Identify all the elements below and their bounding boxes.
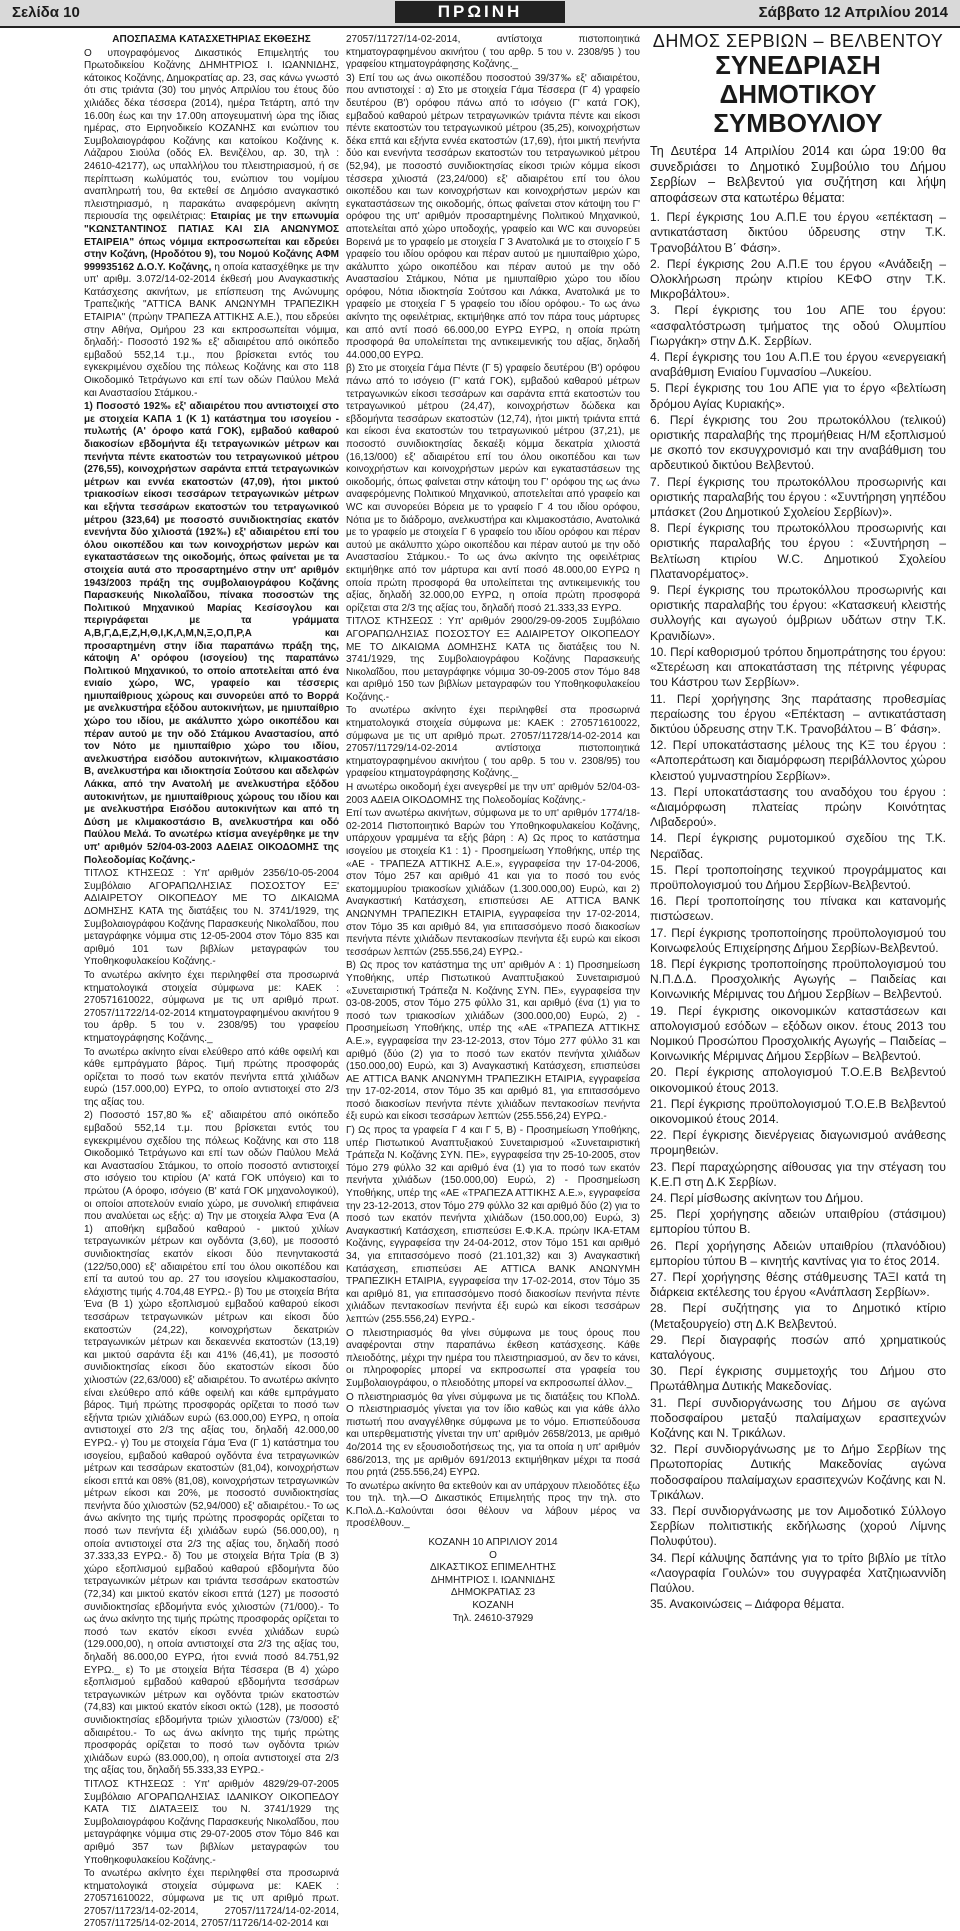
agenda-item: 3. Περί έγκρισης του 1ου ΑΠΕ του έργου: «ασφαλτόστρωση τμήματος της οδού Ολυμπίου Γιωργάκη» στην Δ.Κ. Σερβίων. bbox=[650, 303, 946, 348]
agenda-item: 34. Περί κάλυψης δαπάνης για το τρίτο βιβλίο με τίτλο «Λαογραφία Γουλών» του συγγραφέα Χατζηιωαννίδη Παύλου. bbox=[650, 1550, 946, 1596]
paragraph: Ο πλειστηριασμός θα γίνει σύμφωνα με τους όρους που αναφέρονται στην παραπάνω έκθεση κατάσχεσης. Κάθε πλειοδότης, μέχρι την ημέρα του πλειστηριασμού, αν δεν το κάνει, οι πληροφορίες μπορεί να εκπροσωπεί στα γραφεία του Συμβολαιογράφου, ο πλειοδότης μπορεί να εκπροσωπεί άλλον._ bbox=[346, 1327, 640, 1389]
paragraph: ΤΙΤΛΟΣ ΚΤΗΣΕΩΣ : Υπ' αριθμόν 4829/29-07-2005 Συμβόλαιο ΑΓΟΡΑΠΩΛΗΣΙΑΣ ΙΔΑΝΙΚΟΥ ΟΙΚΟΠΕΔΟΥ ΚΑΤΑ ΤΙΣ ΔΙΑΤΑΞΕΙΣ του Ν. 3741/1929 της Συμβολαιογράφου Κοζάνης Παρασκευής Νικολαΐδου, που μεταγράφηκε νόμιμα στις 29-07-2005 στον Τόμο 846 και αριθμό 357 των βιβλίων μεταγραφών του Υποθηκοφυλακείου Κοζάνης.- bbox=[84, 1778, 339, 1866]
agenda-item: 1. Περί έγκρισης 1ου Α.Π.Ε του έργου «επέκταση – αντικατάσταση δικτύου ύδρευσης στην Τ.Κ. Τρανοβάλτου Β΄ Φάση». bbox=[650, 210, 946, 255]
agenda-item: 10. Περί καθορισμού τρόπου δημοπράτησης του έργου: «Στερέωση και αποκατάσταση της πέτρινης γέφυρας του Κάστρου των Σερβίων». bbox=[650, 644, 946, 690]
paragraph: β) Στο με στοιχεία Γάμα Πέντε (Γ 5) γραφείο δευτέρου (Β') ορόφου πάνω από το ισόγειο (Γ' κατά ΓΟΚ), εμβαδού καθαρού μέτρων τετραγωνικών είκοσι τεσσάρων και σαράντα επτά εκατοστών του τετραγωνικού μέτρου (24,47), κοινοχρήστων δώδεκα και εβδομήντα τεσσάρων εκατοστών (12,74), ήτοι μικτή τριάντα επτά και είκοσι ένα εκατοστών του τετραγωνικού μέτρου (37,21), με ποσοστό συνιδιοκτησίας δεκαέξι κόμμα δεκατρία χιλιοστά (16,13/000) εξ' αδιαιρέτου επί του όλου οικοπέδου και των κοινοχρήστων και κοινοχρήστων μερών και εγκαταστάσεων της οικοδομής, όπως φαίνεται στην κάτοψη του Γ' ορόφου της ως άνω αναφερόμενης Πολιτικού Μηχανικού, αποτελείται από γραφείο και WC και συνορεύει Βόρεια με το γραφείο Γ 4 του ιδίου ορόφου, Νότια με το διάδρομο, ανελκυστήρα και κλιμακοστάσιο, Ανατολικά με το γραφείο με στοιχεία Γ 6 γραφείο του ιδίου ορόφου και πέραν αυτού με ακάλυπτο χώρο οικοπέδου και πέραν αυτού με την οδό Αναστασίου Στάμκου.- Το ως άνω ακίνητο της οφειλέτριας εκτιμήθηκε από τον μάρτυρα και αντί ποσό 48.000,00 ΕΥΡΩ η οποία πρώτη προσφορά θα υπολείπεται της αντικειμενικής του αξίας, δηλαδή 32.000,00 ΕΥΡΩ, η οποία πρώτη προσφορά ορίζεται στα 2/3 της αξίας του, δηλαδή ποσό 21.333,33 ΕΥΡΩ. bbox=[346, 363, 640, 614]
paragraph: Το ανωτέρω ακίνητο έχει περιληφθεί στα προσωρινά κτηματολογικά στοιχεία σύμφωνα με: ΚΑΕΚ : 270571610022, σύμφωνα με τις υπ αριθμό πρωτ. 27057/11722/14-02-2014 κτηματογραφημένου ακινήτου 9 του άρθρ. 5 του ν. 2308/95) του γραφείου κτηματογράφησης Κοζάνης._ bbox=[84, 969, 339, 1044]
agenda-item: 23. Περί παραχώρησης αίθουσας για την στέγαση του Κ.Ε.Π στη Δ.Κ Σερβίων. bbox=[650, 1159, 946, 1189]
paragraph: Η ανωτέρω οικοδομή έχει ανεγερθεί με την υπ' αριθμόν 52/04-03-2003 ΑΔΕΙΑ ΟΙΚΟΔΟΜΗΣ της Πολεοδομίας Κοζάνης.- bbox=[346, 782, 640, 806]
paragraph: Το ανωτέρω ακίνητο έχει περιληφθεί στα προσωρινά κτηματολογικά στοιχεία σύμφωνα με: ΚΑΕΚ : 270571610022, σύμφωνα με τις υπ αριθμό πρωτ. 27057/11723/14-02-2014, 27057/11724/14-02-2014, 27057/11725/14-02-2014, 27057/11726/14-02-2014 και bbox=[84, 1868, 339, 1930]
agenda-item: 17. Περί έγκρισης τροποποίησης προϋπολογισμού του Κοινωφελούς Επιχείρησης Δήμου Σερβίων-Βελβεντού. bbox=[650, 925, 946, 955]
agenda-item: 24. Περί μίσθωσης ακίνητων του Δήμου. bbox=[650, 1191, 864, 1205]
column-seizure-continued bbox=[346, 34, 640, 1624]
meeting-intro: Τη Δευτέρα 14 Απριλίου 2014 και ώρα 19:00 θα συνεδριάσει το Δημοτικό Συμβούλιο του Δήμου Σερβίων – Βελβεντού για συζήτηση και λήψη αποφάσεων στα κατωτέρω θέματα: bbox=[650, 144, 946, 205]
paragraph: 2) Ποσοστό 157,80‰ εξ' αδιαιρέτου από οικόπεδο εμβαδού 552,14 τ.μ. που βρίσκεται εντός του εγκεκριμένου σχεδίου της πόλεως Κοζάνης και στο 118 Οικοδομικό Τετράγωνο και επί των οδών Παύλου Μελά και Αναστασίου Στάμκου, το οποίο ποσοστό αντιστοιχεί στο ισόγειο του κτιρίου (Α' κατά ΓΟΚ υπόγειο) και το πρώτου (Α όροφο, ισόγειο (Β' κατά ΓΟΚ μηχανολογικού), οι οποίοι αποτελούν ενιαίο χώρο, με συνολική επιφάνεια που αναλύεται ως εξής: α) Την με στοιχεία Άλφα Ένα (Α 1) αποθήκη εμβαδού καθαρού - μικτού χιλίων τετραγωνικών μέτρων και ογδόντα (3,60), με ποσοστό συνιδιοκτησίας εκατόν είκοσι δύο πενηντακοστά (122/50,000) εξ' αδιαιρέτου επί του όλου οικοπέδου και επί τα αυτού του αρ. 27 του ισογείου κλιμακοστασίου, ελάχιστης τιμής 4.704,48 ΕΥΡΩ.- β) Του με στοιχεία Βήτα Ένα (Β 1) χώρο εξοπλισμού εμβαδού καθαρού είκοσι τεσσάρων τετραγωνικών μέτρων και είκοσι δύο εκατοστών (24,22), κοινοχρήστων δεκατριών τετραγωνικών μέτρων και δεκαεννέα εκατοστών (13,19) και μικτού σαράντα έξι και 41% (46,41), με ποσοστό συνιδιοκτησίας είκοσι δύο εκατοστών είκοσι δύο χιλιοστών (22,63/000) εξ' αδιαιρέτου. Το ανωτέρω ακίνητο είναι ελεύθερο από κάθε οφειλή και κάθε εμπράγματο βάρος. Τιμή πρώτης προσφοράς ορίζεται το ποσό των εξήντα τριών χιλιάδων ευρώ (63.000,00) ΕΥΡΩ, η οποία αντιστοιχεί στο 2/3 της αξίας του, δηλαδή 42.000,00 ΕΥΡΩ.- γ) Του με στοιχεία Γάμα Ένα (Γ 1) κατάστημα του ισογείου, εμβαδού καθαρού ογδόντα ένα τετραγωνικών μέτρων και τεσσάρων εκατοστών (81,04), κοινοχρήστων είκοσι επτά και 08% (81,08), κοινοχρήστων τετραγωνικών μέτρων είκοσι και 20%, με ποσοστό συνιδιοκτησίας πενήντα δύο χιλιοστών (52,94/000) εξ' αδιαιρέτου.- Το ως άνω ακίνητο της τιμής πρώτης προσφοράς ορίζεται το ποσό των πενήντα έξι χιλιάδων ευρώ (56.000,00), η οποία αντιστοιχεί στα 2/3 της αξίας του, δηλαδή ποσό 37.333,33 ΕΥΡΩ.- δ) Του με στοιχεία Βήτα Τρία (Β 3) χώρο εξοπλισμού εμβαδού καθαρού εβδομήντα δύο τετραγωνικών μέτρων και τριάντα τεσσάρων εκατοστών (72,34) και μικτού εκατόν είκοσι επτά (127) με ποσοστό συνιδιοκτησίας εβδομήντα ενός χιλιοστών (71/000).- Το ως άνω ακίνητο της τιμής πρώτης προσφοράς ορίζεται το ποσό των εκατόν είκοσι εννέα χιλιάδων ευρώ (129.000,00), η οποία αντιστοιχεί στα 2/3 της αξίας του, δηλαδή 86.000,00 ΕΥΡΩ, ήτοι εννιά ποσό 84.751,92 ΕΥΡΩ._ ε) Το με στοιχεία Βήτα Τέσσερα (Β 4) χώρο εξοπλισμού εμβαδού καθαρού εβδομήντα τεσσάρων τετραγωνικών μέτρων και ογδόντα τριών εκατοστών (74,83) και μικτού εκατόν είκοσι οκτώ (128), με ποσοστό συνιδιοκτησίας εβδομήντα τριών χιλιοστών (73/000) εξ' αδιαιρέτου.- Το ως άνω ακίνητο της τιμής πρώτης προσφοράς ορίζεται το ποσό των ογδόντα τριών χιλιάδων ευρώ (83.000,00), η οποία αντιστοιχεί στα 2/3 της αξίας του, δηλαδή 55.333,33 ΕΥΡΩ.- bbox=[84, 1110, 339, 1777]
agenda-item: 21. Περί έγκρισης προϋπολογισμού Τ.Ο.Ε.Β Βελβεντού οικονομικού έτους 2014. bbox=[650, 1096, 946, 1126]
agenda-item: 8. Περί έγκρισης του πρωτοκόλλου προσωρινής και οριστικής παραλαβής του έργου : «Συντήρηση – Βελτίωση κτιρίου W.C. Δημοτικού Σχολείου Πλατανορέματος». bbox=[650, 521, 946, 581]
agenda-item: 20. Περί έγκρισης απολογισμού Τ.Ο.Ε.Β Βελβεντού οικονομικού έτους 2013. bbox=[650, 1065, 946, 1095]
paragraph: Β) Ως προς τον κατάστημα της υπ' αριθμόν Α : 1) Προσημείωση Υποθήκης, υπέρ Πιστωτικού Αναπτυξιακού Συνεταιρισμού «Συνεταιριστική Τράπεζα Ν. Κοζάνης ΣΥΝ. ΠΕ», εγγραφείσα την 03-08-2005, στον Τόμο 275 φύλλο 31, και αριθμό (ένα (1) για το ποσό των τριακοσίων χιλιάδων (300.000,00) Ευρώ, 2) - Προσημείωση Υποθήκης, υπέρ της «ΑΕ «ΤΡΑΠΕΖΑ ΑΤΤΙΚΗΣ Α.Ε.», εγγραφείσα την 23-12-2013, στον Τόμο 277 φύλλο 31 και αριθμό (δύο (2) για το ποσό των εκατόν πενήντα χιλιάδων (150.000,00) Ευρώ, και 3) Αναγκαστική Κατάσχεση, επισπεύσει ΑΕ ATTICA BANK ΑΝΩΝΥΜΗ ΤΡΑΠΕΖΙΚΗ ΕΤΑΙΡΙΑ, εγγραφείσα την 17-02-2014, στον Τόμο 35 και αριθμό 81, για επιτασσόμενο ποσό διακοσίων πενήντα πέντε χιλιάδων πεντακοσίων πενήντα έξι ευρώ και είκοσι τεσσάρων λεπτών (255.556,24) ΕΥΡΩ.- bbox=[346, 960, 640, 1123]
paragraph: ΤΙΤΛΟΣ ΚΤΗΣΕΩΣ : Υπ' αριθμόν 2900/29-09-2005 Συμβόλαιο ΑΓΟΡΑΠΩΛΗΣΙΑΣ ΠΟΣΟΣΤΟΥ ΕΞ ΑΔΙΑΙΡΕΤΟΥ ΟΙΚΟΠΕΔΟΥ ΜΕ ΤΟ ΔΙΚΑΙΩΜΑ ΔΟΜΗΣΗΣ ΚΑΤΑ τις διατάξεις του Ν. 3741/1929, της Συμβολαιογράφου Κοζάνης Παρασκευής Νικολαΐδου, που μεταγράφηκε νόμιμα 30-09-2005 στον Τόμο 848 και αριθμό 150 των βιβλίων μεταγραφών του Υποθηκοφυλακείου Κοζάνης.- bbox=[346, 616, 640, 703]
signature-name: ΔΗΜΗΤΡΙΟΣ Ι. ΙΩΑΝΝΙΔΗΣ bbox=[430, 1574, 556, 1586]
issue-date: Σάββατο 12 Απριλίου 2014 bbox=[758, 4, 948, 21]
page-number: Σελίδα 10 bbox=[12, 4, 80, 21]
signature-place-date: ΚΟΖΑΝΗ 10 ΑΠΡΙΛΙΟΥ 2014 bbox=[428, 1537, 558, 1549]
agenda-item: 27. Περί χορήγησης θέσης στάθμευσης ΤΑΞΙ κατά τη διάρκεια εκτέλεσης του έργου «Ανάπλαση Σερβίων». bbox=[650, 1270, 946, 1300]
agenda-list bbox=[650, 210, 946, 1612]
paragraph: 3) Επί του ως άνω οικοπέδου ποσοστού 39/37‰ εξ' αδιαιρέτου, που αντιστοιχεί : α) Στο με στοιχεία Γάμα Τέσσερα (Γ 4) γραφείο δευτέρου (Β') ορόφου πάνω από το ισόγειο (Γ' κατά ΓΟΚ), εμβαδού καθαρού μέτρων τετραγωνικών τριάντα πέντε και είκοσι πέντε εκατοστών του τετραγωνικού μέτρου (35,25), κοινοχρήστων δέκα επτά και εξήντα εννέα εκατοστών (17,69), ήτοι μικτή πενήντα δύο και ενενήντα τεσσάρων εκατοστών του τετραγωνικού μέτρου (52,94), με ποσοστό συνιδιοκτησίας είκοσι τριών κόμμα είκοσι τέσσερα χιλιοστά (23,24/000) εξ' αδιαιρέτου επί του όλου οικοπέδου και των κοινοχρήστων και κοινοχρήστων μερών και εγκαταστάσεων της οικοδομής, όπως φαίνεται στον κάτοψη του Γ' ορόφου της υπ' αριθμόν προσαρτημένης Πολιτικού Μηχανικού, αποτελείται από χώρο υποδοχής, γραφείο και WC και συνορεύει Βορεινά με το γραφείο με στοιχεία Γ 3 Ανατολικά με το στοιχείο Γ 5 γραφείο του ιδίου ορόφου και πέραν αυτού με ημιυπαίθριο χώρο, ακάλυπτο χώρο οικοπέδου και πέραν αυτού με την οδό Αναστασίου Στάμκου, Νότια με ημιυπαίθριο χώρο του ιδίου ορόφου, Νότια ιδιοκτησία Σούτσου και Λάκκα, Ανατολικά με το γραφείο με στοιχεία Γ 5 γραφείο του ιδίου ορόφου.- Το ως άνω ακίνητο της οφειλέτριας, εκτιμήθηκε από τον πάρα τους μάρτυρες και από αντί ποσό 66.000,00 ΕΥΡΩ ΕΥΡΩ, η οποία πρώτη προσφορά θα υπολείπεται της αντικειμενικής του αξίας, δηλαδή 44.000,00 ΕΥΡΩ. bbox=[346, 72, 640, 361]
agenda-item: 35. Ανακοινώσεις – Διάφορα θέματα. bbox=[650, 1597, 845, 1612]
agenda-item: 15. Περί τροποποίησης τεχνικού προγράμματος και προϋπολογισμού του Δήμου Σερβίων-Βελβεντού. bbox=[650, 862, 946, 892]
agenda-item: 28. Περί συζήτησης για το Δημοτικό κτίριο (Μεταξουργείο) στη Δ.Κ Βελβεντού. bbox=[650, 1301, 946, 1331]
agenda-item: 4. Περί έγκρισης του 1ου Α.Π.Ε του έργου «ενεργειακή αναβάθμιση Ενιαίου Γυμνασίου –Λυκείου. bbox=[650, 350, 946, 380]
page-header bbox=[0, 0, 960, 28]
agenda-item: 6. Περί έγκρισης του 2ου πρωτοκόλλου (τελικού) οριστικής παραλαβής της προμήθειας Η/Μ εξοπλισμού με σκοπό τον εκσυγχρονισμό και την αναβάθμιση του αρδευτικού δικτύου Βελβεντού. bbox=[650, 412, 946, 473]
paragraph: 27057/11727/14-02-2014, αντίστοιχα πιστοποιητικά κτηματογραφημένου ακινήτου ( του αρθρ. 5 του ν. 2308/95 ) του γραφείου κτηματογράφησης Κοζάνης._ bbox=[346, 34, 640, 71]
agenda-item: 19. Περί έγκρισης οικονομικών καταστάσεων και απολογισμού εσόδων – εξόδων οικον. έτους 2013 του Νομικού Προσώπου Προσχολικής Αγωγής – Παιδείας – Κοινωνικής Μέριμνας Δήμου Σερβίων – Βελβεντού. bbox=[650, 1003, 946, 1064]
signature-block bbox=[346, 1537, 640, 1625]
signature-phone: Τηλ. 24610-37929 bbox=[452, 1612, 534, 1624]
agenda-item: 11. Περί χορήγησης 3ης παράτασης προθεσμίας περαίωσης του έργου «Επέκταση – αντικατάσταση δικτύου ύδρευσης στην Τ.Κ. Τρανοβάλτου – Β΄ Φάση». bbox=[650, 691, 946, 736]
signature-address: ΔΗΜΟΚΡΑΤΙΑΣ 23 bbox=[450, 1587, 536, 1599]
agenda-item: 31. Περί συνδιοργάνωσης του Δήμου σε αγώνα ποδοσφαίρου μεταξύ παλαίμαχων ερασιτεχνών Κοζάνης και Ν. Τρικάλων. bbox=[650, 1395, 946, 1441]
signature-city: ΚΟΖΑΝΗ bbox=[472, 1600, 514, 1612]
agenda-item: 18. Περί έγκρισης τροποποίησης προϋπολογισμού του Ν.Π.Δ.Δ. Προσχολικής Αγωγής – Παιδείας και Κοινωνικής Μέριμνας του Δήμου Σερβίων – Βελβεντού. bbox=[650, 956, 946, 1002]
column-seizure-notice bbox=[84, 34, 339, 1930]
paragraph: Το ανωτέρω ακίνητο είναι ελεύθερο από κάθε οφειλή και κάθε εμπράγματο βάρος. Τιμή πρώτης προσφοράς ορίζεται το ποσό των εκατόν πενήντα επτά χιλιάδων ευρώ (157.000,00) ΕΥΡΩ, το οποίο αντιστοιχεί στο 2/3 της αξίας του. bbox=[84, 1046, 339, 1108]
paragraph: Επί των ανωτέρω ακινήτων, σύμφωνα με το υπ' αριθμόν 1774/18-02-2014 Πιστοποιητικό Βαρών του Υποθηκοφυλακείου Κοζάνης, υπάρχουν γραμμένα τα εξής βάρη : Α) Ως προς το κατάστημα ισογείου με στοιχεία Κ1 : 1) - Προσημείωση Υποθήκης, υπέρ της «ΑΕ - ΤΡΑΠΕΖΑ ΑΤΤΙΚΗΣ Α.Ε.», εγγραφείσα την 17-04-2006, στον Τόμο 257 και αριθμό 41 και για το ποσό του ενός εκατομμυρίου τριακοσίων χιλιάδων (1.300.000,00) Ευρώ, και 2) Αναγκαστική Κατάσχεση, επισπεύσει ΑΕ ATTICA BANK ΑΝΩΝΥΜΗ ΤΡΑΠΕΖΙΚΗ ΕΤΑΙΡΙΑ, εγγραφείσα την 17-02-2014, στον Τόμο 35 και αριθμό 84, για επιτασσόμενο ποσό διακοσίων πενήντα πέντε χιλιάδων πεντακοσίων πενήντα έξι ευρώ και είκοσι τεσσάρων λεπτών (255.556,24) ΕΥΡΩ.- bbox=[346, 808, 640, 958]
signature-article: Ο bbox=[489, 1549, 497, 1561]
agenda-item: 32. Περί συνδιοργάνωσης με το Δήμο Σερβίων της Πρωτοπορίας Δυτικής Μακεδονίας αγώνα ποδοσφαίρου παλαίμαχων ερασιτεχνών Κοζάνης και Ν. Τρικάλων. bbox=[650, 1442, 946, 1502]
agenda-item: 25. Περί χορήγησης αδειών υπαιθρίου (στάσιμου) εμπορίου τύπου Β. bbox=[650, 1207, 946, 1237]
agenda-item: 33. Περί συνδιοργάνωσης με τον Αιμοδοτικό Σύλλογο Σερβίων πολιτιστικής εκδήλωσης (χορού Λίμνης Πολυφύτου). bbox=[650, 1504, 946, 1549]
paragraph: ΤΙΤΛΟΣ ΚΤΗΣΕΩΣ : Υπ' αριθμόν 2356/10-05-2004 Συμβόλαιο ΑΓΟΡΑΠΩΛΗΣΙΑΣ ΠΟΣΟΣΤΟΥ ΕΞ' ΑΔΙΑΙΡΕΤΟΥ ΟΙΚΟΠΕΔΟΥ ΜΕ ΤΟ ΔΙΚΑΙΩΜΑ ΔΟΜΗΣΗΣ ΚΑΤΑ της διατάξεις του Ν. 3741/1929, της Συμβολαιογράφου Κοζάνης Παρασκευής Νικολαΐδου, που μεταγράφηκε νόμιμα στις 12-05-2004 στον Τόμο 835 και αριθμό 101 των βιβλίων μεταγραφών του Υποθηκοφυλακείου Κοζάνης.- bbox=[84, 868, 339, 968]
agenda-item: 16. Περί τροποποίησης του πίνακα και κατανομής πιστώσεων. bbox=[650, 894, 946, 924]
signature-role: ΔΙΚΑΣΤΙΚΟΣ ΕΠΙΜΕΛΗΤΗΣ bbox=[429, 1562, 557, 1574]
agenda-item: 5. Περί έγκρισης του 1ου ΑΠΕ για το έργο «βελτίωση δρόμου Αγίας Κυριακής». bbox=[650, 381, 946, 411]
paragraph: 1) Ποσοστό 192‰ εξ' αδιαιρέτου που αντιστοιχεί στο με στοιχεία ΚΑΠΑ 1 (Κ 1) κατάστημα του ισογείου - πυλωτής (Α' όροφο κατά ΓΟΚ), εμβαδού καθαρού διακοσίων εβδομήντα έξι τετραγωνικών μέτρων και πενήντα πέντε εκατοστών του τετραγωνικού μέτρου (276,55), κοινοχρήστων σαράντα επτά τετραγωνικών μέτρων και εννέα εκατοστών (47,09), ήτοι μικτού τριακοσίων είκοσι τεσσάρων τετραγωνικών μέτρων και εξήντα τεσσάρων εκατοστών του τετραγωνικού μέτρου (323,64) με ποσοστό συνιδιοκτησίας εκατόν ενενήντα δύο χιλιοστά (192‰) εξ' αδιαιρέτου επί του όλου οικοπέδου και των κοινοχρήστων μερών και εγκαταστάσεων της οικοδομής, όπως φαίνεται με τα στοιχεία αυτά στο προσαρτημένο στην υπ' αριθμόν 1943/2003 πράξη της συμβολαιογράφου Κοζάνης Παρασκευής Νικολαΐδου, πίνακα ποσοστών της Πολιτικού Μηχανικού Μαρίας Κεσίσογλου και περιγράφεται με τα γράμματα Α,Β,Γ,Δ,Ε,Ζ,Η,Θ,Ι,Κ,Λ,Μ,Ν,Ξ,Ο,Π,Ρ,Α και προσαρτημένη στην ίδια παραπάνω πράξη της, κάτοψη Α' ορόφου (ισογείου) της παραπάνω Πολιτικού Μηχανικού, το οποίο αποτελείται από ένα ενιαίο χώρο, WC, γραφείο και τέσσερις ημιυπαίθριους χώρους και συνορεύει από το Βορρά με ανελκυστήρα εξόδου αυτοκινήτων, με ημιυπαίθριο χώρο του ιδίου, με ακάλυπτο χώρο οικοπέδου και πέραν αυτού με την οδό Στάμκου Αναστασίου, από τον Νότο με ημιυπαίθριο χώρο του ιδίου, ανελκυστήρα εισόδου αυτοκινήτων, κλιμακοστάσιο Β, ανελκυστήρα και ιδιοκτησία Σούτσου και αδελφών Λάκκα, από την Ανατολή με ανελκυστήρα εξόδου αυτοκινήτων, με ημιυπαίθριους χώρους του ιδίου και με ανελκυστήρα Εισόδου αυτοκινήτων και από τη Δύση με κλιμακοστάσιο Β, ανελκυστήρα και οδό Παύλου Μελά. Το ανωτέρω κτίσμα ανεγέρθηκε με την υπ' αριθμόν 52/04-03-2003 ΑΔΕΙΑΣ ΟΙΚΟΔΟΜΗΣ της Πολεοδομίας Κοζάνης.- bbox=[84, 401, 339, 866]
paragraph: Γ) Ως προς τα γραφεία Γ 4 και Γ 5, Β) - Προσημείωση Υποθήκης, υπέρ Πιστωτικού Αναπτυξιακού Συνεταιρισμού «Συνεταιριστική Τράπεζα Ν. Κοζάνης ΣΥΝ. ΠΕ», εγγραφείσα την 25-10-2005, στον Τόμο 279 φύλλο 32 και αριθμό ένα (1) για το ποσό των εκατόν πενήντα χιλιάδων (150.000,00) Ευρώ, 2) - Προσημείωση Υποθήκης, υπέρ της «ΑΕ «ΤΡΑΠΕΖΑ ΑΤΤΙΚΗΣ Α.Ε.», εγγραφείσα την 23-12-2013, στον Τόμο 279 φύλλο 32 και αριθμό δύο (2) για το ποσό των εκατόν πενήντα χιλιάδων (150.000,00) Ευρώ, 3) Αναγκαστική Κατάσχεση, επισπεύσει Ε.Φ.Κ.Α. πρώην ΙΚΑ-ΕΤΑΜ Κοζάνης, εγγραφείσα την 24-04-2012, στον Τόμο 151 και αριθμό 34, για επιτασσόμενο ποσό (21.101,32) και 3) Αναγκαστική Κατάσχεση, επισπεύσει ΑΕ ATTICA BANK ΑΝΩΝΥΜΗ ΤΡΑΠΕΖΙΚΗ ΕΤΑΙΡΙΑ, εγγραφείσα την 17-02-2014, στον Τόμο 35 και αριθμό 81, για επιτασσόμενο ποσό διακοσίων πενήντα πέντε χιλιάδων πεντακοσίων πενήντα έξι ευρώ και είκοσι τεσσάρων λεπτών (255.556,24) ΕΥΡΩ.- bbox=[346, 1125, 640, 1325]
agenda-item: 26. Περί χορήγησης Αδειών υπαιθρίου (πλανόδιου) εμπορίου τύπου Β – κινητής καντίνας για το έτος 2014. bbox=[650, 1238, 946, 1268]
newspaper-masthead: ΠΡΩΙΝΗ bbox=[395, 1, 565, 23]
agenda-item: 7. Περί έγκρισης του πρωτοκόλλου προσωρινής και οριστικής παραλαβής του έργου : «Συντήρηση γηπέδου μπάσκετ (2ου Δημοτικού Σχολείου Σερβίων)». bbox=[650, 474, 946, 520]
paragraph: Το ανωτέρω ακίνητο θα εκτεθούν και αν υπάρχουν πλειοδότες έξω του τηλ. τηλ.—Ο Δικαστικός Επιμελητής προς την τηλ. στο Κ.Πολ.Δ.-Καλούνται όσοι θέλουν να λάβουν μέρος να προσέλθουν._ bbox=[346, 1480, 640, 1530]
agenda-item: 30. Περί έγκρισης συμμετοχής του Δήμου στο Πρωτάθλημα Δυτικής Μακεδονίας. bbox=[650, 1364, 946, 1394]
paragraph: Το ανωτέρω ακίνητο έχει περιληφθεί στα προσωρινά κτηματολογικά στοιχεία σύμφωνα με: ΚΑΕΚ : 270571610022, σύμφωνα με τις υπ αριθμό πρωτ. 27057/11728/14-02-2014 και 27057/11729/14-02-2014 αντίστοιχα πιστοποιητικά κτηματογραφημένου ακινήτου ( του αρθρ. 5 του ν. 2308/95) του γραφείου κτηματογράφησης Κοζάνης._ bbox=[346, 705, 640, 780]
notice-title: ΑΠΟΣΠΑΣΜΑ ΚΑΤΑΣΧΕΤΗΡΙΑΣ ΕΚΘΕΣΗΣ bbox=[112, 34, 311, 45]
agenda-item: 22. Περί έγκρισης διενέργειας διαγωνισμού ανάθεσης προμηθειών. bbox=[650, 1128, 946, 1158]
agenda-item: 13. Περί υποκατάστασης του αναδόχου του έργου : «Διαμόρφωση πλατείας πρώην Κοινότητας Λιβαδερού». bbox=[650, 784, 946, 830]
paragraph: Ο πλειστηριασμός θα γίνει σύμφωνα με τις διατάξεις του ΚΠολΔ. Ο πλειστηριασμός γίνεται για τον ίδιο καθώς και για κάθε άλλο πιστωτή που αναγγέλθηκε σύμφωνα με το νόμο. Επισπεύδουσα και υπερθεματιστής γίνεται την υπ' αριθμόν 2658/2013, με αριθμό 4ο/2014 της εν εξουσιοδοτήσεως της, για τα οποία η υπ' αριθμόν 686/2013, της με αριθμόν 691/2013 εκτιμήθηκαν μέχρι τα ποσά που ρητά (255.556,24) ΕΥΡΩ. bbox=[346, 1391, 640, 1479]
agenda-item: 12. Περί υποκατάστασης μέλους της ΚΞ του έργου : «Αποπεράτωση και διαμόρφωση περιβάλλοντος χώρου κλειστού γυμναστηρίου Σερβίων». bbox=[650, 738, 946, 783]
paragraph: Ο υπογραφόμενος Δικαστικός Επιμελητής του Πρωτοδικείου Κοζάνης ΔΗΜΗΤΡΙΟΣ Ι. ΙΩΑΝΝΙΔΗΣ, κάτοικος Κοζάνης, Δημοκρατίας αρ. 23, σας κάνω γνωστό ότι στις τριάντα (30) του μηνός Απριλίου του έτους δύο χιλιάδες δέκα τέσσερα (2014), ημέρα Τετάρτη, από την 16.00η έως και την 17.00η απογευματινή ώρα της ίδιας ημέρας, στο Ειρηνοδικείο ΚΟΖΑΝΗΣ και ενώπιον του Συμβολαιογράφου Κοζάνης και κατοίκου Κοζάνης κ. Λάζαρου Σιούλα (οδός Ελ. Βενιζέλου, αρ. 30, τηλ : 24610-42177), ως υπαλλήλου του πλειστηριασμού, ή σε περίπτωση κωλύματός του, ενώπιον του νομίμου αναπληρωτή του, θα εκτεθεί σε Δημόσιο αναγκαστικό πλειστηριασμό, η παρακάτω αναφερόμενη ακίνητη περιουσία της οφειλέτριας: Εταιρίας με την επωνυμία "ΚΩΝΣΤΑΝΤΙΝΟΣ ΠΑΤΙΑΣ ΚΑΙ ΣΙΑ ΑΝΩΝΥΜΟΣ ΕΤΑΙΡΕΙΑ" όπως νόμιμα εκπροσωπείται και εδρεύει στην Κοζάνη, (Ηροδότου 9), του Νομού Κοζάνης ΑΦΜ 999935162 Δ.Ο.Υ. Κοζάνης, η οποία κατασχέθηκε με την υπ' αριθμ. 3.072/14-02-2014 έκθεσή μου Αναγκαστικής Κατάσχεσης ακινήτων, με επίσπευση της Ανώνυμης Τραπεζικής "ATTICA BANK ΑΝΩΝΥΜΗ ΤΡΑΠΕΖΙΚΗ ΕΤΑΙΡΙΑ" (πρώην ΤΡΑΠΕΖΑ ΑΤΤΙΚΗΣ Α.Ε.), που εδρεύει στην Αθήνα, Ομήρου 23 και εκπροσωπείται νόμιμα, δηλαδή:- Ποσοστό 192‰ εξ' αδιαιρέτου από οικόπεδο εμβαδού 552,14 τ.μ., που βρίσκεται εντός του εγκεκριμένου σχεδίου της πόλεως Κοζάνης και στο 118 Οικοδομικό Τετράγωνο και επί των οδών Παύλου Μελά και Αναστασίου Στάμκου.- bbox=[84, 47, 339, 399]
meeting-title: ΣΥΝΕΔΡΙΑΣΗ ΔΗΜΟΤΙΚΟΥ ΣΥΜΒΟΥΛΙΟΥ bbox=[713, 50, 883, 139]
municipality-name: ΔΗΜΟΣ ΣΕΡΒΙΩΝ – ΒΕΛΒΕΝΤΟΥ bbox=[652, 31, 944, 51]
column-council-meeting bbox=[650, 31, 946, 1612]
agenda-item: 2. Περί έγκρισης 2ου Α.Π.Ε του έργου «Ανάδειξη – Ολοκλήρωση πρώην κτιρίου ΚΕΦΟ στην Τ.Κ. Μικροβάλτου». bbox=[650, 256, 946, 302]
agenda-item: 29. Περί διαγραφής ποσών από χρηματικούς καταλόγους. bbox=[650, 1332, 946, 1363]
agenda-item: 14. Περί έγκρισης ρυμοτομικού σχεδίου της Τ.Κ. Νεραϊδας. bbox=[650, 831, 946, 861]
agenda-item: 9. Περί έγκρισης του πρωτοκόλλου προσωρινής και οριστικής παραλαβής του έργου: «Κατασκευή κλειστής συλλογής και αγωγού όμβριων υδάτων στην Τ.Κ. Κρανιδίων». bbox=[650, 583, 946, 643]
